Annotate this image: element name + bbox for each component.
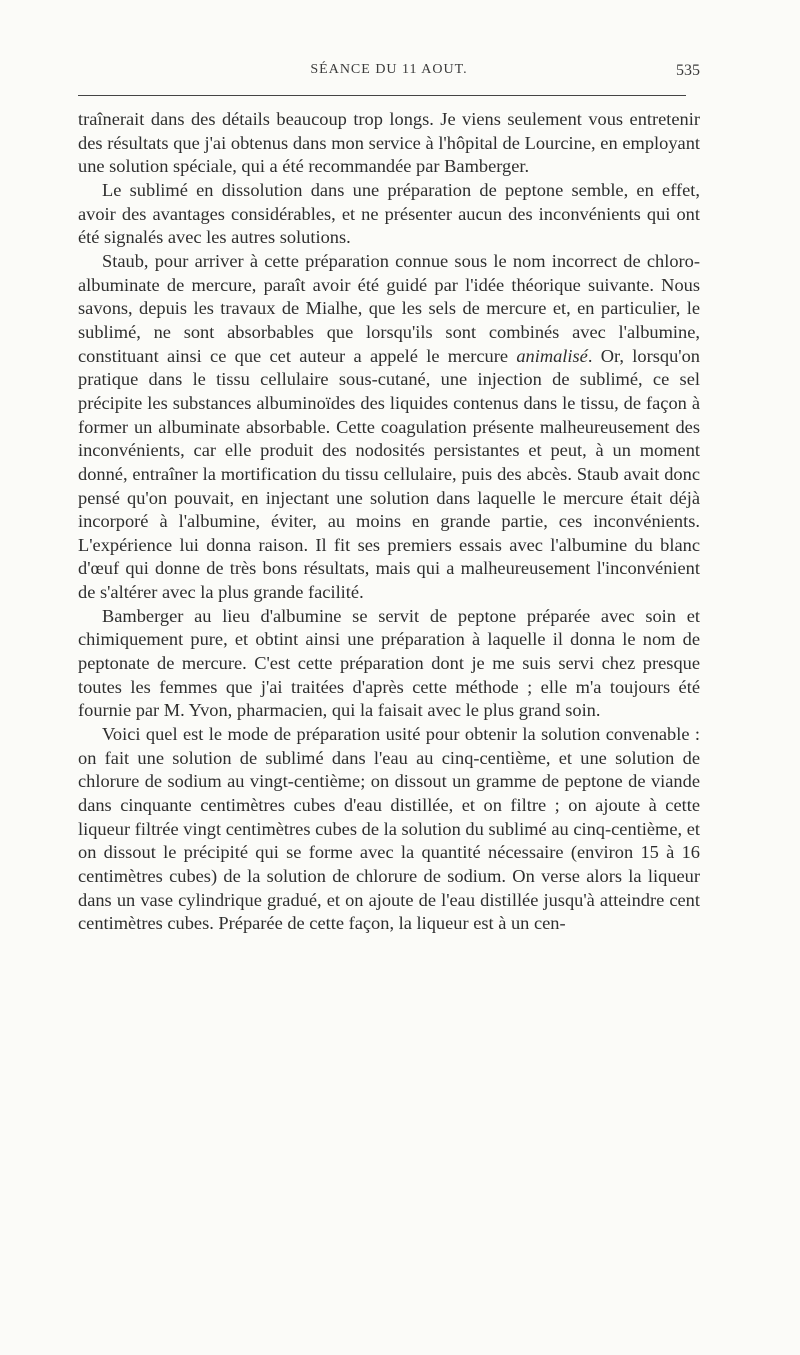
paragraph-1: traînerait dans des détails beaucoup trop longs. Je viens seulement vous entretenir des résultats que j'ai obtenus dans mon service à l'hôpital de Lourcine, en employant une solution spéciale, qui a été recommandée par Bamberger. — [78, 109, 700, 177]
header-rule — [78, 95, 686, 96]
paragraph-3: Staub, pour arriver à cette préparation connue sous le nom incorrect de chloro-albuminate de mercure, paraît avoir été guidé par l'idée théorique suivante. Nous savons, depuis les travaux de Mialhe, que les sels de mercure et, en particulier, le sublimé, ne sont absorbables que lorsqu'ils sont combinés avec l'albumine, constituant ainsi ce que cet auteur a appelé le mercure animalisé. Or, lorsqu'on pratique dans le tissu cellulaire sous-cutané, une injection de sublimé, ce sel précipite les substances albuminoïdes des liquides contenus dans le tissu, de façon à former un albuminate absorbable. Cette coagulation présente malheureusement des inconvénients, car elle produit des nodosités persistantes et peut, à un moment donné, entraîner la mortification du tissu cellulaire, puis des abcès. Staub avait donc pensé qu'on pouvait, en injectant une solution dans laquelle le mercure était déjà incorporé à l'albumine, éviter, au moins en grande partie, ces inconvénients. L'expérience lui donna raison. Il fit ses premiers essais avec l'albumine du blanc d'œuf qui donne de très bons résultats, mais qui a malheureusement l'inconvénient de s'altérer avec la plus grande facilité. — [78, 250, 700, 603]
page-number: 535 — [676, 62, 700, 79]
page-header — [78, 62, 700, 86]
running-head: SÉANCE DU 11 AOUT. — [310, 62, 468, 77]
paragraph-2: Le sublimé en dissolution dans une préparation de peptone semble, en effet, avoir des avantages considérables, et ne présenter aucun des inconvénients qui ont été signalés avec les autres solutions. — [78, 179, 700, 248]
body-text — [78, 108, 700, 936]
paragraph-4: Bamberger au lieu d'albumine se servit de peptone préparée avec soin et chimiquement pure, et obtint ainsi une préparation à laquelle il donna le nom de peptonate de mercure. C'est cette préparation dont je me suis servi chez presque toutes les femmes que j'ai traitées d'après cette méthode ; elle m'a toujours été fournie par M. Yvon, pharmacien, qui la faisait avec le plus grand soin. — [78, 605, 700, 721]
paragraph-5: Voici quel est le mode de préparation usité pour obtenir la solution convenable : on fait une solution de sublimé dans l'eau au cinq-centième, et une solution de chlorure de sodium au vingt-centième; on dissout un gramme de peptone de viande dans cinquante centimètres cubes d'eau distillée, et on filtre ; on ajoute à cette liqueur filtrée vingt centimètres cubes de la solution du sublimé au cinq-centième, et on dissout le précipité qui se forme avec la quantité nécessaire (environ 15 à 16 centimètres cubes) de la solution de chlorure de sodium. On verse alors la liqueur dans un vase cylindrique gradué, et on ajoute de l'eau distillée jusqu'à atteindre cent centimètres cubes. Préparée de cette façon, la liqueur est à un cen- — [78, 724, 700, 934]
italic-word: animalisé — [516, 345, 588, 366]
